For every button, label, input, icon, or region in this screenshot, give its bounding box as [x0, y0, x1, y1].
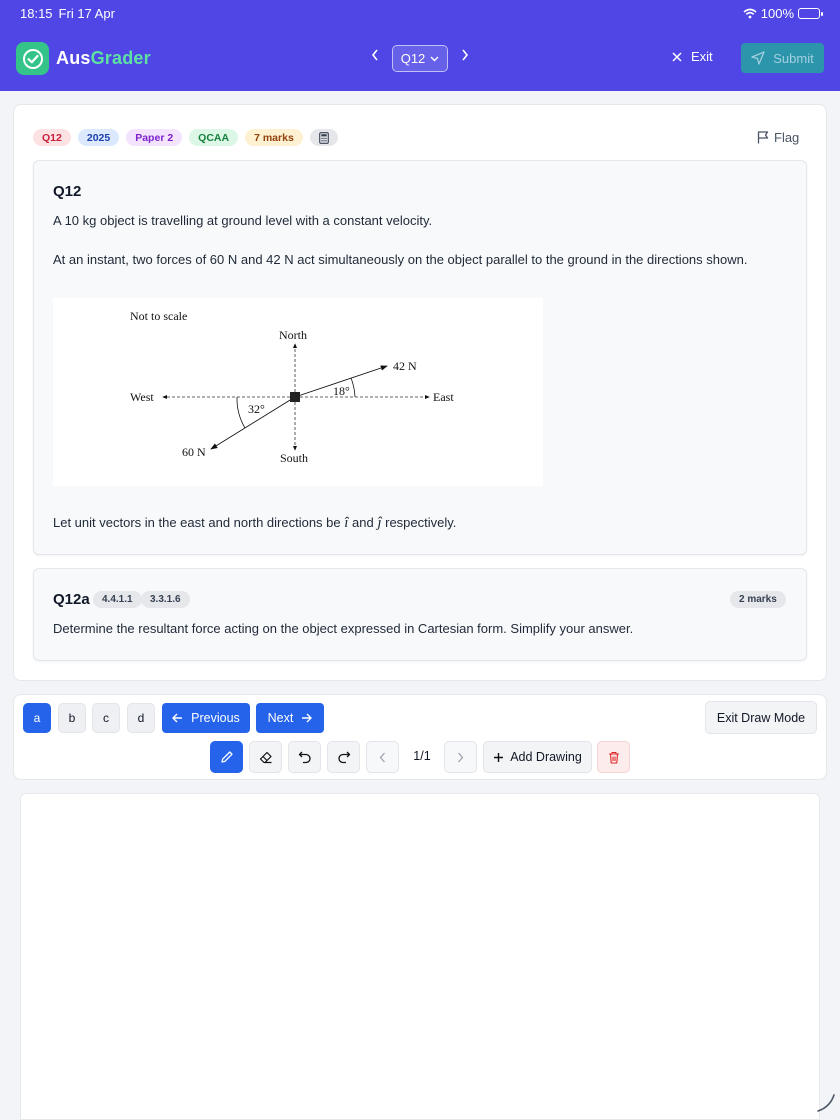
prev-question-button[interactable]: [365, 48, 385, 66]
question-line-1: A 10 kg object is travelling at ground level with a constant velocity.: [53, 213, 433, 228]
chevron-down-icon: [430, 56, 439, 62]
undo-icon: [298, 750, 312, 764]
status-bar: [20, 6, 115, 21]
label-42n: 42 N: [393, 359, 417, 373]
label-angle-32: 32°: [248, 402, 265, 416]
question-line-2: At an instant, two forces of 60 N and 42 N act simultaneously on the object parallel to the ground in the directions shown.: [53, 252, 748, 267]
part-c-button[interactable]: c: [92, 703, 120, 733]
chevron-right-icon: [457, 752, 464, 763]
next-question-button[interactable]: [455, 48, 475, 66]
force-diagram: [53, 298, 543, 486]
object-square: [290, 392, 300, 402]
submit-label: Submit: [773, 50, 814, 66]
plus-icon: [493, 752, 504, 763]
angle-18-arc: [351, 378, 355, 397]
redo-button[interactable]: [327, 741, 360, 773]
delete-drawing-button[interactable]: [597, 741, 630, 773]
j-hat: ĵ: [377, 515, 382, 531]
trash-icon: [608, 751, 620, 764]
close-icon: [672, 52, 682, 62]
exit-draw-mode-button[interactable]: Exit Draw Mode: [705, 701, 817, 734]
question-select-value: Q12: [400, 51, 426, 66]
status-date: Fri 17 Apr: [58, 6, 115, 21]
eraser-tool-button[interactable]: [249, 741, 282, 773]
app-header: [0, 0, 840, 91]
resize-handle-icon[interactable]: [816, 1092, 836, 1114]
battery-icon: [798, 8, 820, 19]
arrow-right-icon: [301, 713, 312, 723]
force-diagram-svg: [53, 298, 543, 486]
label-north: North: [279, 328, 307, 342]
tag-board: QCAA: [189, 129, 238, 146]
prev-page-button[interactable]: [366, 741, 399, 773]
tag-question: Q12: [33, 129, 71, 146]
syllabus-code-tag: 4.4.1.1: [93, 591, 142, 608]
tag-paper: Paper 2: [126, 129, 182, 146]
subquestion-box: [33, 568, 807, 661]
label-60n: 60 N: [182, 445, 206, 459]
brand-name: AusGrader: [56, 48, 151, 68]
check-badge-icon: [22, 48, 44, 70]
flag-label: Flag: [774, 130, 800, 145]
tag-marks: 7 marks: [245, 129, 303, 146]
subquestion-title: Q12a: [53, 591, 90, 608]
question-line-3: Let unit vectors in the east and north directions be î and ĵ respectively.: [53, 515, 457, 531]
tag-year: 2025: [78, 129, 119, 146]
undo-button[interactable]: [288, 741, 321, 773]
pen-tool-button[interactable]: [210, 741, 243, 773]
flag-button[interactable]: [757, 130, 799, 145]
chevron-left-icon: [371, 49, 379, 61]
battery-percent: 100%: [760, 6, 794, 21]
subquestion-text: Determine the resultant force acting on the object expressed in Cartesian form. Simplify your answer.: [53, 621, 634, 636]
question-select[interactable]: [392, 45, 448, 72]
exit-button[interactable]: [672, 49, 713, 64]
previous-label: Previous: [191, 711, 240, 725]
angle-32-arc: [237, 397, 245, 428]
chevron-right-icon: [461, 49, 469, 61]
app-logo: [16, 42, 49, 75]
part-b-button[interactable]: b: [58, 703, 86, 733]
page-indicator: 1/1: [413, 749, 431, 763]
add-drawing-button[interactable]: [483, 741, 592, 773]
chevron-left-icon: [379, 752, 386, 763]
i-hat: î: [344, 515, 349, 531]
part-d-button[interactable]: d: [127, 703, 155, 733]
wifi-icon: [743, 8, 757, 19]
drawing-canvas[interactable]: [20, 793, 820, 1120]
label-west: West: [130, 390, 154, 404]
add-drawing-label: Add Drawing: [510, 750, 582, 764]
part-a-button[interactable]: a: [23, 703, 51, 733]
question-tags: [33, 129, 338, 146]
syllabus-code-tag: 3.3.1.6: [141, 591, 190, 608]
status-indicators: [743, 6, 820, 21]
figure-caption: Not to scale: [130, 309, 188, 323]
status-time: 18:15: [20, 6, 53, 21]
next-page-button[interactable]: [444, 741, 477, 773]
calculator-tag: [310, 129, 338, 146]
label-east: East: [433, 390, 454, 404]
arrow-left-icon: [172, 713, 183, 723]
pencil-icon: [220, 750, 234, 764]
next-button[interactable]: [256, 703, 324, 733]
redo-icon: [337, 750, 351, 764]
exit-label: Exit: [691, 49, 713, 64]
eraser-icon: [259, 750, 273, 764]
subquestion-marks: 2 marks: [730, 591, 786, 608]
label-south: South: [280, 451, 309, 465]
next-label: Next: [267, 711, 294, 725]
send-icon: [751, 51, 765, 65]
flag-icon: [757, 131, 769, 144]
label-angle-18: 18°: [333, 384, 350, 398]
calculator-icon: [319, 132, 329, 144]
submit-button[interactable]: [741, 43, 824, 73]
question-title: Q12: [53, 183, 82, 200]
previous-button[interactable]: [162, 703, 250, 733]
